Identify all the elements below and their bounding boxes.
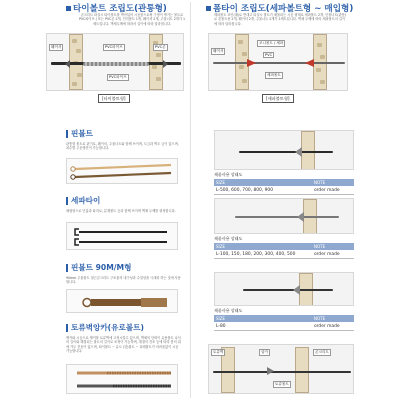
pin-bolt-icon: [67, 159, 178, 184]
size-value: L-500, 600, 700, 800, 900: [214, 186, 312, 195]
sepa-tie-photo: [66, 222, 178, 250]
pin-bolt-90-photo: [66, 289, 178, 313]
sepa-tie-spec-table: [214, 243, 354, 259]
pin-bolt-90-desc: 90mm 주물볼트 철근콘크리트 구조물의 내구성과 수밀성을 극대화 하는 것에 사용합니다.: [66, 276, 181, 285]
note-value: order made: [312, 250, 354, 259]
earth-anchor-diagram: [208, 344, 354, 394]
pin-bolt-90-spec-label: 제품사용 상태도: [214, 308, 243, 313]
pin90-rod: [243, 289, 333, 291]
size-header: SIZE: [214, 243, 312, 250]
note-value: order made: [312, 186, 354, 195]
callout-bolt: 토류볼트: [275, 382, 289, 386]
size-header: SIZE: [214, 179, 312, 186]
callout-anchor: 앙카: [261, 350, 268, 354]
sepa-tie-desc: 매립형으로 단홀과 타지로, 분재볼트 등과 함께 쓰이며 벽체 두께를 형성합니다.: [66, 209, 176, 213]
callout-pvc-cone: PVC콘: [155, 45, 166, 49]
title-tick-icon: [66, 264, 68, 272]
pin-rod: [239, 151, 333, 153]
size-header: SIZE: [214, 315, 312, 322]
sepa-tie-spec: [214, 236, 354, 259]
title-tick-icon: [66, 130, 68, 138]
title-bullet-icon: [66, 6, 71, 11]
sepa-tie-spec-label: 제품사용 상태도: [214, 236, 243, 241]
callout-pvc-tie: PVC파이프: [109, 75, 127, 79]
pin-bolt-photo: [66, 158, 178, 184]
earth-anchor-title: [66, 322, 144, 333]
callout-separator: 세파볼트: [267, 73, 281, 77]
washer-right: [163, 60, 168, 68]
pin-bolt-title: [66, 128, 93, 139]
size-value: L-100, 150, 180, 200, 300, 400, 500: [214, 250, 312, 259]
tie-bolt-diagram: [46, 33, 184, 91]
form-tie-caption: [세파볼트형]: [262, 94, 294, 103]
earth-anchor-icon: [67, 365, 178, 394]
note-header: NOTE: [312, 179, 354, 186]
callout-cone-bolt: 코니볼트 / 세파: [259, 41, 284, 45]
column-divider: [190, 2, 191, 398]
pin-bolt-90-spec-table: [214, 315, 354, 331]
pin-bolt-spec: [214, 172, 354, 195]
pin-bolt-spec-label: 제품사용 상태도: [214, 172, 243, 177]
anchor-rod: [213, 371, 351, 373]
sepa-tie-title: [66, 195, 100, 206]
callout-washer: 웨이셔: [51, 45, 62, 49]
earth-anchor-desc: 앵커와 시공으로 앵커볼 토류벽에 고정시킬수 있으며, 벽체의 단락이 유용볼트 나사의 길이와 해결되는 볼트의 길이로 조정이 가능하며, 계절의 건조 등에 따라 봉의 위에 가두 진동이 없으며, 타이볼트 ~ 유도 (앙)볼트 ~ 옥레볼트가 어려움없이 시공 가능합니다.: [66, 336, 181, 354]
sepa-tie-icon: [67, 223, 178, 250]
form-tie-desc: 세파볼트 조인(매)로 반대고 타설시 볼트가 매몰되는 시공 형태로 세파볼트 2개, 인장너트(관통)로 본볼트용 2개, 웨이셔 2개, 주물너트 2개가 1세트입니다. 벽체 두께에 따라 세파볼트의 길이에 따라 달라집니다.: [214, 13, 347, 26]
separator-rod: [213, 62, 345, 64]
sepa-tie-title-text: 세파타이: [71, 196, 101, 205]
pin-bolt-title-text: 핀볼트: [71, 129, 94, 138]
pin-bolt-90-install-photo: [214, 272, 354, 306]
sepa-tie-install-photo: [214, 198, 354, 234]
cone-right: [305, 59, 314, 67]
title-tick-icon: [66, 197, 68, 205]
callout-concrete: 콘크리트: [315, 350, 329, 354]
pin-bolt-install-photo: [214, 130, 354, 170]
pin-bolt-spec-table: [214, 179, 354, 195]
pin-bolt-desc: 관통형 볼트로 핀기로, 웨이셔, 주물너트와 함께 쓰이며, 도금과 벽도 금이 있으며, 치수별 주문생산이 가능합니다.: [66, 142, 179, 151]
form-tie-title-text: 폼타이 조립도(세파볼트형 ~ 매입형): [213, 4, 354, 14]
title-tick-icon: [66, 324, 68, 332]
plate: [293, 285, 300, 295]
pin-bolt-90-title: [66, 262, 131, 273]
plate: [295, 147, 302, 157]
note-header: NOTE: [312, 315, 354, 322]
wall-right: [295, 347, 309, 393]
pin-bolt-90-title-text: 핀볼트 90M/M형: [71, 263, 132, 272]
size-value: L-80: [214, 322, 312, 331]
tie-bolt-caption: [타이볼트형]: [98, 94, 130, 103]
callout-pvc: PVC: [265, 53, 273, 57]
callout-earth: 토류벽: [213, 350, 224, 354]
cone: [267, 367, 274, 375]
washer-left: [65, 60, 70, 68]
pvc-pipe: [83, 62, 149, 66]
plate: [297, 212, 304, 222]
sepa-rod: [235, 216, 339, 218]
pin-bolt-90-spec: [214, 308, 354, 331]
cone-left: [247, 59, 256, 67]
earth-anchor-title-text: 토류벽앙카(유로볼트): [71, 323, 144, 332]
callout-pvc-pipe: PVC파이프: [105, 45, 123, 49]
form-tie-diagram: [208, 33, 348, 91]
earth-anchor-photo: [66, 364, 178, 394]
note-value: order made: [312, 322, 354, 331]
pin-bolt-90-icon: [67, 290, 178, 313]
callout-washer: 웨이셔: [213, 49, 224, 53]
tie-bolt-title-text: 타이볼트 조립도(관통형): [73, 4, 167, 14]
note-header: NOTE: [312, 243, 354, 250]
tie-bolt-desc: 콘크리트 타설시 타이볼트를 박아뒤어 시공함으로써 구멍이 생기는 볼트로 PVC파이프 ( 또는 PVC콘 2개, 인지볼트 1개, 웨이셔 2개, 주물너트 2개가 1세트입니다. 벽체두께에 따라서 길이에 따라 달라집니다.: [79, 13, 185, 26]
title-bullet-icon: [206, 6, 211, 11]
